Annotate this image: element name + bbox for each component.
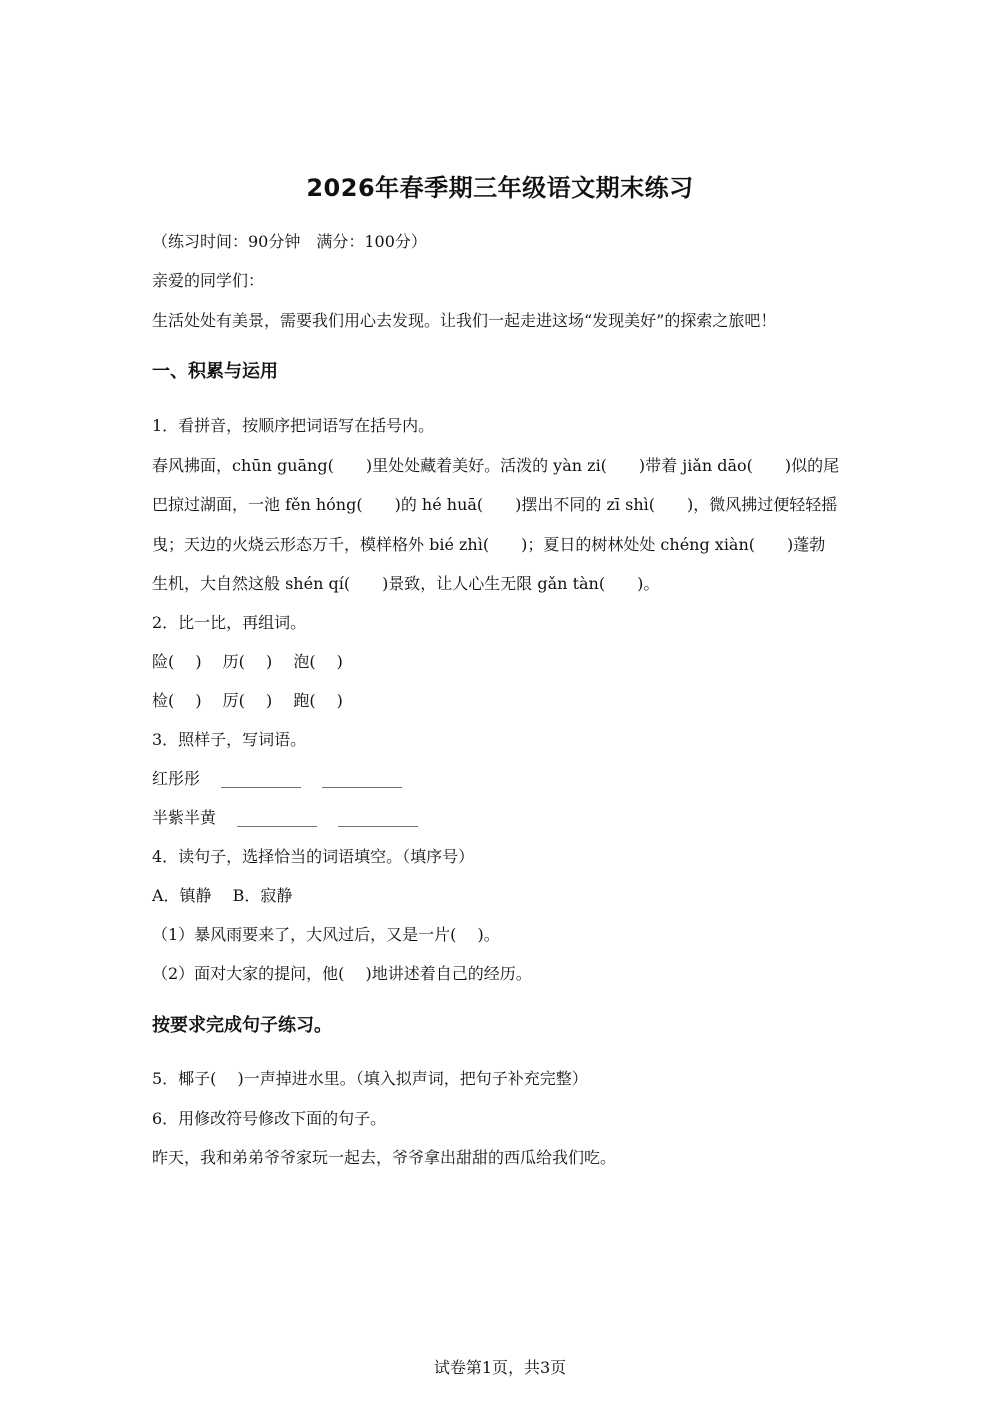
question-5: 5．椰子( )一声掉进水里。（填入拟声词，把句子补充完整）: [152, 1069, 588, 1088]
question-3-prompt: 3．照样子，写词语。: [152, 730, 307, 749]
section-heading-1: 一、积累与运用: [152, 361, 278, 382]
question-1-line: 巴掠过湖面，一池 fěn hóng( )的 hé huā( )摆出不同的 zī shì( )，微风拂过便轻轻摇: [152, 495, 838, 514]
question-1-line: 春风拂面，chūn guāng( )里处处藏着美好。活泼的 yàn zi( )带着 jiǎn dāo( )似的尾: [152, 456, 840, 475]
question-4-sentence: （1）暴风雨要来了，大风过后，又是一片( )。: [152, 925, 500, 944]
exam-info: （练习时间：90分钟 满分：100分）: [152, 232, 427, 251]
question-3-row: 红彤彤 __________ __________: [152, 769, 403, 788]
intro-text: 生活处处有美景，需要我们用心去发现。让我们一起走进这场“发现美好”的探索之旅吧！: [152, 311, 777, 330]
page-footer: 试卷第1页，共3页: [433, 1358, 567, 1377]
greeting: 亲爱的同学们：: [152, 271, 265, 290]
question-1-prompt: 1．看拼音，按顺序把词语写在括号内。: [152, 416, 435, 435]
question-1-line: 生机，大自然这般 shén qí( )景致，让人心生无限 gǎn tàn( )。: [152, 574, 660, 593]
question-6-sentence: 昨天，我和弟弟爷爷家玩一起去，爷爷拿出甜甜的西瓜给我们吃。: [152, 1148, 617, 1167]
question-2-row: 检( ) 厉( ) 跑( ): [152, 691, 343, 710]
question-4-sentence: （2）面对大家的提问，他( )地讲述着自己的经历。: [152, 964, 532, 983]
question-6-prompt: 6．用修改符号修改下面的句子。: [152, 1109, 387, 1128]
question-3-row: 半紫半黄 __________ __________: [152, 808, 419, 827]
page-title: 2026年春季期三年级语文期末练习: [306, 174, 694, 202]
question-2-row: 险( ) 历( ) 泡( ): [152, 652, 343, 671]
question-2-prompt: 2．比一比，再组词。: [152, 613, 307, 632]
question-1-line: 曳；天边的火烧云形态万千，模样格外 bié zhì( )；夏日的树林处处 chéng xiàn( )蓬勃: [152, 535, 826, 554]
section-heading-2: 按要求完成句子练习。: [152, 1015, 332, 1036]
question-4-prompt: 4．读句子，选择恰当的词语填空。（填序号）: [152, 847, 475, 866]
question-4-options: A．镇静 B．寂静: [152, 886, 293, 905]
